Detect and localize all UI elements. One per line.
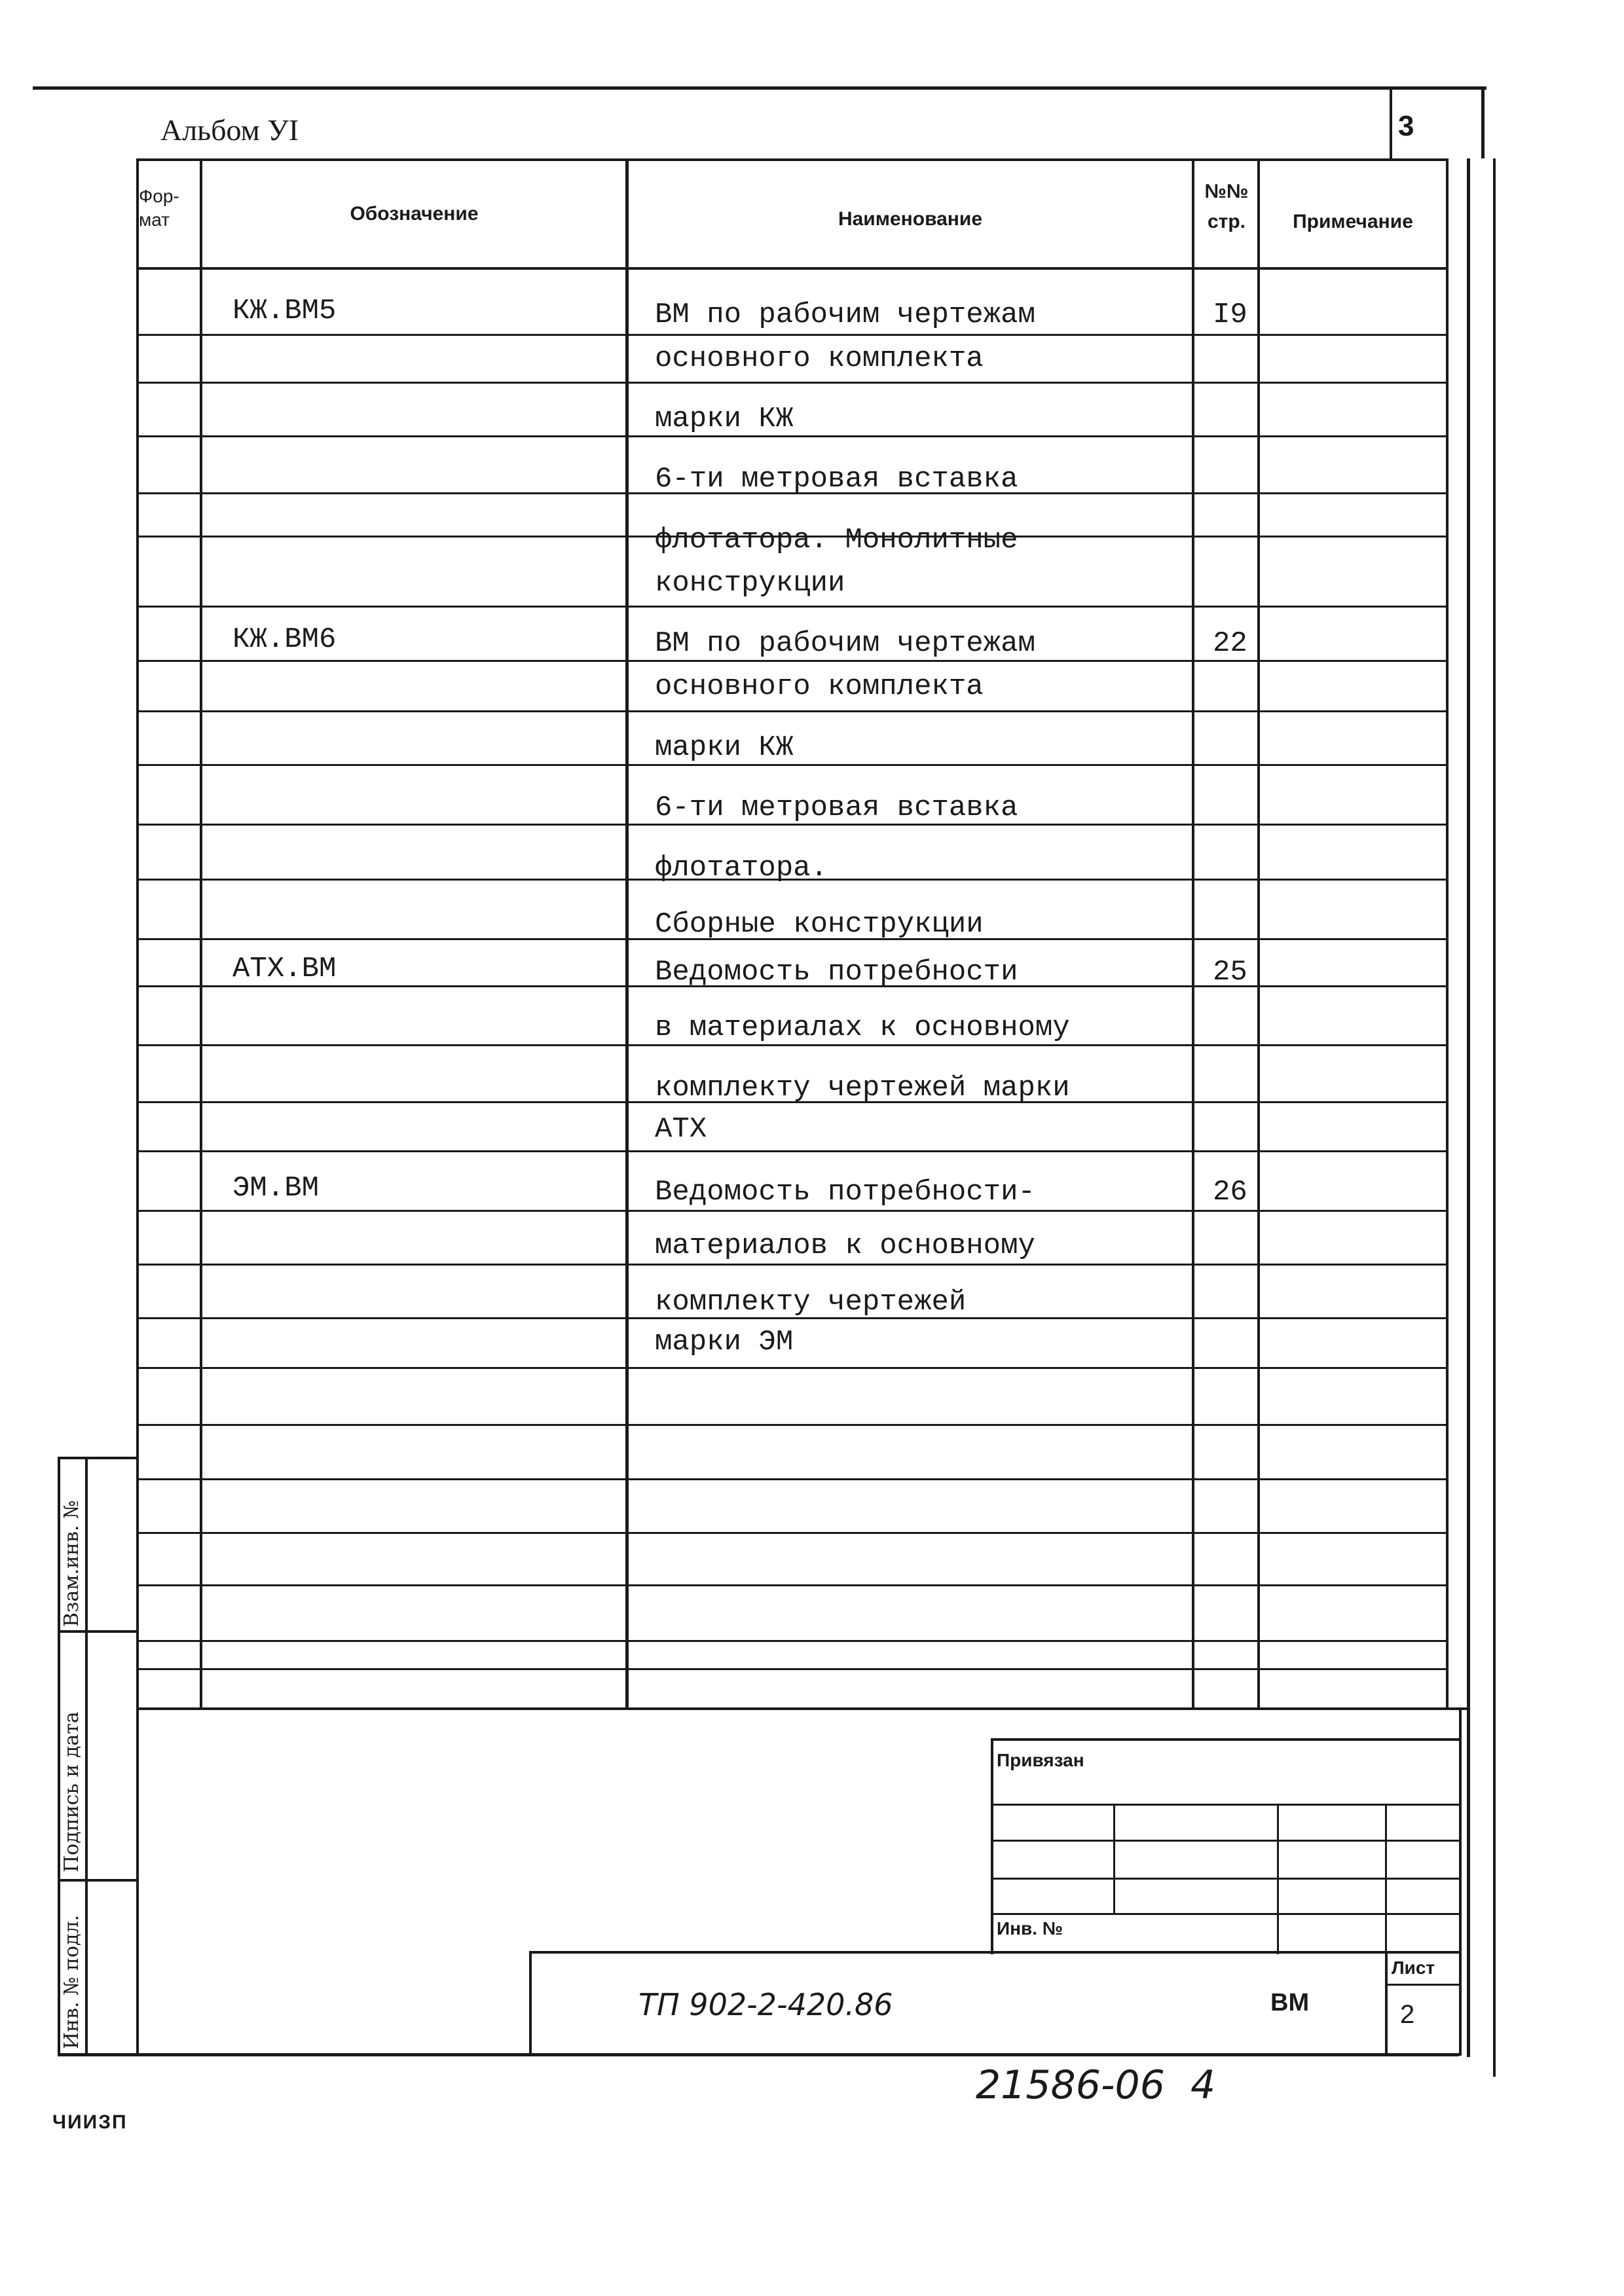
linked-grid-h4 bbox=[991, 1913, 1459, 1915]
side-sep-2 bbox=[58, 1879, 139, 1882]
header-designation: Обозначение bbox=[350, 203, 479, 225]
row-name: Ведомость потребности bbox=[655, 956, 1018, 989]
table-col-designation bbox=[625, 158, 629, 1710]
linked-grid-h2 bbox=[991, 1840, 1459, 1842]
archive-number bbox=[976, 2062, 1215, 2108]
row-page: 26 bbox=[1213, 1176, 1247, 1209]
outer-frame-right bbox=[1467, 158, 1470, 2057]
linked-grid-h1 bbox=[991, 1804, 1459, 1806]
row-separator bbox=[136, 710, 1446, 712]
row-separator bbox=[136, 1668, 1446, 1670]
row-name: основного комплекта bbox=[655, 342, 984, 375]
row-designation: АТХ.ВМ bbox=[232, 953, 337, 985]
side-label-signature-date: Подпись и дата bbox=[60, 1711, 83, 1872]
header-format bbox=[139, 185, 199, 232]
page-number-box-left bbox=[1390, 86, 1392, 158]
linked-top bbox=[991, 1738, 1459, 1741]
header-note: Примечание bbox=[1293, 211, 1413, 232]
linked-left bbox=[991, 1738, 993, 1954]
linked-grid-v1 bbox=[1113, 1804, 1115, 1913]
archive-number-main: 21586-06 bbox=[976, 2062, 1165, 2108]
row-name: флотатора. Монолитные bbox=[655, 524, 1018, 556]
side-bottom bbox=[58, 2053, 1459, 2056]
row-designation: КЖ.ВМ6 bbox=[232, 623, 337, 656]
table-top bbox=[136, 158, 1446, 161]
archive-number-suffix: 4 bbox=[1190, 2062, 1216, 2108]
linked-grid-v3 bbox=[1385, 1804, 1387, 1954]
table-col-name bbox=[1192, 158, 1194, 1710]
row-separator bbox=[136, 606, 1446, 608]
row-name: основного комплекта bbox=[655, 670, 984, 703]
margin-mark-right bbox=[1493, 158, 1496, 2077]
frame-right-top bbox=[1481, 86, 1485, 158]
row-name: в материалах к основному bbox=[655, 1011, 1070, 1044]
sheet-number: 2 bbox=[1400, 2000, 1415, 2029]
row-separator bbox=[136, 764, 1446, 766]
side-label-inv-original: Инв. № подл. bbox=[60, 1914, 83, 2049]
header-pages-text: №№ стр. bbox=[1204, 181, 1249, 232]
row-name: 6-ти метровая вставка bbox=[655, 792, 1018, 824]
table-col-right bbox=[1446, 158, 1449, 1710]
sheet-box-sep bbox=[1385, 1984, 1459, 1986]
row-name: материалов к основному bbox=[655, 1230, 1035, 1262]
row-designation: ЭМ.ВМ bbox=[232, 1172, 320, 1205]
row-name: ВМ по рабочим чертежам bbox=[655, 299, 1035, 331]
top-rule bbox=[33, 86, 1486, 90]
header-bottom bbox=[136, 267, 1446, 270]
row-separator bbox=[136, 1478, 1446, 1480]
page-number: 3 bbox=[1398, 110, 1414, 142]
block-right bbox=[1459, 1707, 1462, 2056]
row-page: 25 bbox=[1213, 956, 1247, 989]
side-label-replaced-inv: Взам.инв. № bbox=[60, 1500, 83, 1627]
row-separator bbox=[136, 660, 1446, 662]
row-separator bbox=[136, 1044, 1446, 1046]
row-name: Сборные конструкции bbox=[655, 908, 984, 941]
block-under-table bbox=[136, 1707, 1459, 1710]
row-name: комплекту чертежей bbox=[655, 1286, 967, 1319]
row-name: флотатора. bbox=[655, 852, 828, 884]
row-separator bbox=[136, 1584, 1446, 1586]
row-separator bbox=[136, 1532, 1446, 1534]
document-code: ТП 902-2-420.86 bbox=[638, 1987, 893, 2022]
row-separator bbox=[136, 1424, 1446, 1426]
row-separator bbox=[136, 1367, 1446, 1369]
table-col-pages bbox=[1257, 158, 1260, 1710]
row-separator bbox=[136, 334, 1446, 336]
side-top bbox=[58, 1457, 139, 1459]
document-mark: ВМ bbox=[1270, 1989, 1310, 2016]
row-name: Ведомость потребности- bbox=[655, 1176, 1035, 1209]
row-separator bbox=[136, 435, 1446, 437]
row-separator bbox=[136, 1640, 1446, 1642]
linked-grid-v2 bbox=[1277, 1804, 1279, 1954]
table-col-format bbox=[200, 158, 202, 1710]
album-title: Альбом УI bbox=[160, 113, 299, 147]
header-pages bbox=[1196, 177, 1257, 237]
code-box-top bbox=[529, 1951, 1459, 1954]
sheet-box-left bbox=[1385, 1951, 1388, 2056]
row-separator bbox=[136, 1264, 1446, 1266]
sheet-label: Лист bbox=[1392, 1958, 1435, 1978]
row-separator bbox=[136, 382, 1446, 384]
linked-grid-h3 bbox=[991, 1878, 1459, 1880]
side-sep-1 bbox=[58, 1630, 139, 1633]
row-name: АТХ bbox=[655, 1113, 707, 1146]
main-frame-left bbox=[136, 1457, 139, 2056]
side-frame-inner bbox=[85, 1457, 88, 2056]
row-page: I9 bbox=[1213, 299, 1247, 331]
header-format-text: Фор- мат bbox=[139, 186, 179, 230]
row-separator bbox=[136, 1210, 1446, 1212]
row-name: комплекту чертежей марки bbox=[655, 1072, 1070, 1104]
row-separator bbox=[136, 1150, 1446, 1152]
linked-label: Привязан bbox=[997, 1750, 1084, 1770]
row-name: 6-ти метровая вставка bbox=[655, 463, 1018, 496]
row-page: 22 bbox=[1213, 627, 1247, 660]
header-name: Наименование bbox=[838, 208, 983, 230]
row-name: конструкции bbox=[655, 567, 845, 600]
row-name: марки ЭМ bbox=[655, 1326, 794, 1358]
row-name: ВМ по рабочим чертежам bbox=[655, 627, 1035, 660]
publisher-mark: ЧИИЗП bbox=[52, 2111, 128, 2133]
row-name: марки КЖ bbox=[655, 403, 794, 435]
code-box-left bbox=[529, 1951, 532, 2056]
row-name: марки КЖ bbox=[655, 731, 794, 764]
row-designation: КЖ.ВМ5 bbox=[232, 295, 337, 327]
inv-no-label: Инв. № bbox=[997, 1918, 1063, 1939]
